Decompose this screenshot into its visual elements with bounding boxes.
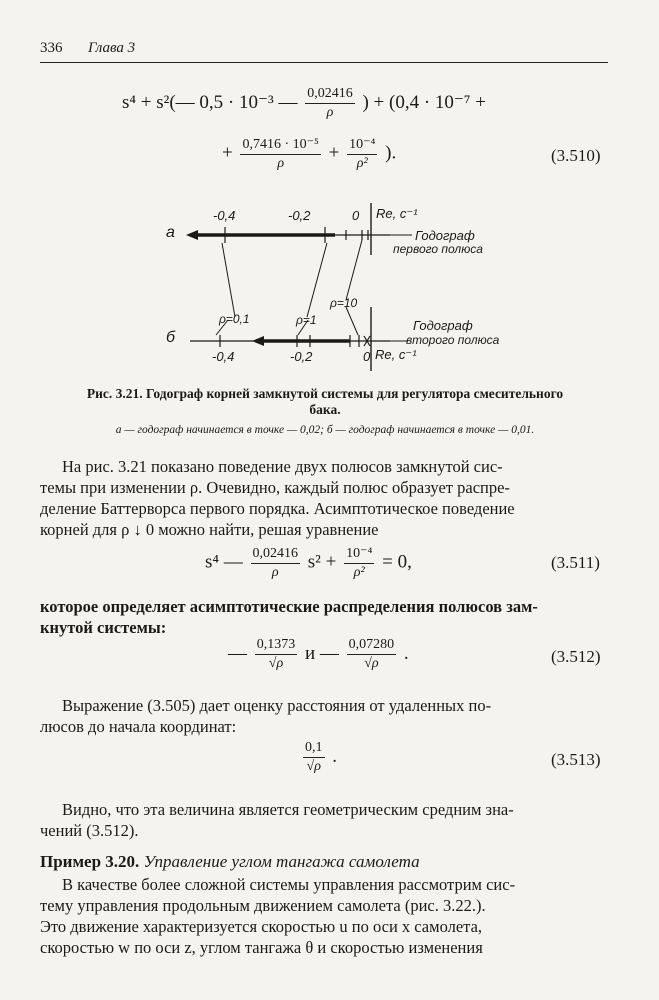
figure-label-b: б (166, 329, 175, 346)
equation-3511: s⁴ — $\frac{0,02416}{\rho}$ s² + $\frac{\text{10⁻⁴}}{\text{ρ²}}$ = 0, (205, 545, 412, 580)
equation-number-3512: (3.512) (551, 647, 601, 666)
top-curve-label: первого полюса (393, 242, 483, 256)
top-tick-label: -0,2 (288, 208, 311, 223)
fraction: $\frac{\text{10⁻⁴}}{\text{ρ²}}$ (349, 137, 376, 171)
paragraph-2: которое определяет асимптотические распределения полюсов зам- кнутой системы: (40, 597, 538, 637)
bottom-curve-label: второго полюса (406, 333, 500, 347)
figure-caption: Рис. 3.21. Годограф корней замкнутой системы для регулятора смесительного бака. (86, 386, 564, 417)
page-number: 336 (40, 40, 63, 56)
figure-subcaption: а — годограф начинается в точке — 0,02; б — годограф начинается в точке — 0,01. (115, 424, 535, 436)
bottom-arrow-left-icon (252, 336, 264, 346)
fraction: $\frac{0,02416}{\rho}$ (307, 86, 353, 120)
equation-number-3513: (3.513) (551, 750, 601, 769)
rho-label: ρ=1 (296, 313, 317, 327)
bottom-tick-label: 0 (363, 349, 371, 364)
equation-3512: — $\frac{0,1373}{√\rho}$ и — $\frac{0,07280}{√\rho}$ . (228, 637, 409, 671)
equation-number-3510: (3.510) (551, 146, 601, 165)
paragraph-5: В качестве более сложной системы управления рассмотрим сис- тему управления продольным движением самолета (рис. 3.22.). Это движение характеризуется скоростью u по оси x самолета, скоростью w по оси z, углом тангажа θ и скоростью изменения (40, 875, 516, 957)
top-axis-label: Re, c⁻¹ (376, 206, 418, 221)
equation-number-3511: (3.511) (551, 553, 600, 572)
top-tick-label: 0 (352, 208, 360, 223)
fraction: $\frac{\text{0,7416 · 10⁻⁵}}{\rho}$ (242, 137, 319, 171)
rho-label: ρ=10 (330, 296, 358, 310)
top-arrow-left-icon (186, 230, 198, 240)
figure-label-a: а (166, 224, 175, 241)
paragraph-1: На рис. 3.21 показано поведение двух полюсов замкнутой сис- темы при изменении ρ. Очевидно, каждый полюс образует распре- деление Баттерворса первого порядка. Асимптотическое поведение корней для ρ ↓ 0 можно найти, решая уравнение (40, 457, 515, 539)
example-heading: Пример 3.20. Управление углом тангажа самолета (40, 852, 420, 871)
bottom-curve-label: Годограф (413, 318, 473, 333)
equation-3510-line2: + $\frac{\text{0,7416 · 10⁻⁵}}{\rho}$ + $\frac{\text{10⁻⁴}}{\text{ρ²}}$ ). (222, 137, 397, 171)
paragraph-3: Выражение (3.505) дает оценку расстояния от удаленных по- люсов до начала координат: (40, 696, 492, 736)
bottom-tick-label: -0,2 (290, 349, 313, 364)
equation-3510-line1: s⁴ + s²(— 0,5 · 10⁻³ — $\frac{0,02416}{\rho}$ ) + (0,4 · 10⁻⁷ + (122, 86, 487, 120)
bottom-tick-label: -0,4 (212, 349, 235, 364)
equation-3513: $\frac{0,1}{√\rho}$ . (305, 740, 337, 774)
rho-label: ρ=0,1 (219, 312, 250, 326)
chapter-title: Глава 3 (88, 40, 136, 56)
top-curve-label: Годограф (415, 228, 475, 243)
bottom-axis-label: Re, c⁻¹ (375, 347, 417, 362)
page-header (40, 40, 608, 63)
top-tick-label: -0,4 (213, 208, 236, 223)
paragraph-4: Видно, что эта величина является геометрическим средним зна- чений (3.512). (40, 800, 514, 840)
